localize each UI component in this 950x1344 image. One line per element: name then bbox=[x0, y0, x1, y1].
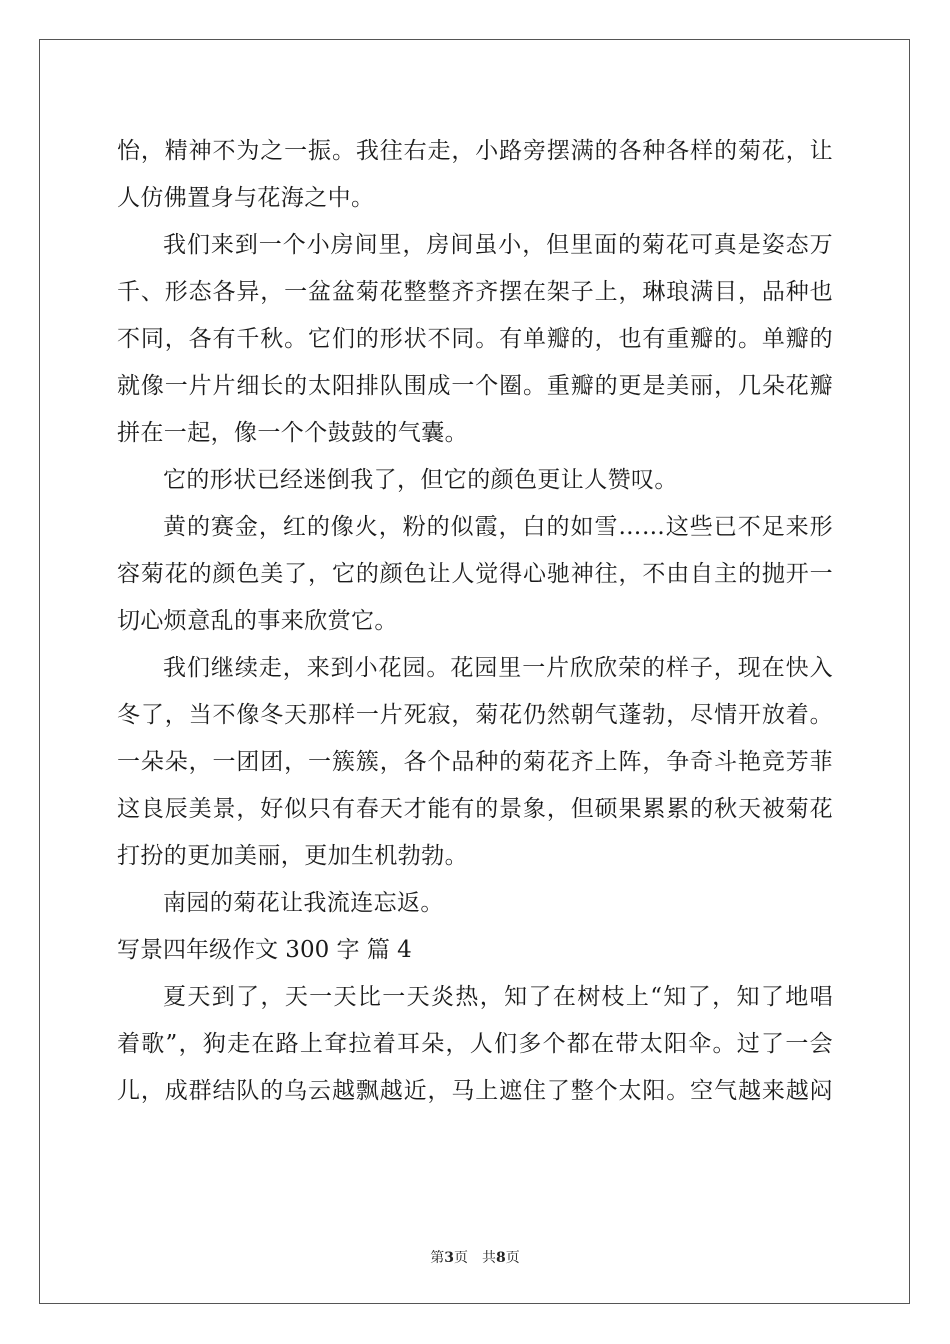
text-line: 拼在一起，像一个个鼓鼓的气囊。 bbox=[117, 420, 468, 446]
page-suffix: 页 bbox=[454, 1250, 468, 1266]
text-line: 我们继续走，来到小花园。花园里一片欣欣荣的样子，现在快入 bbox=[163, 655, 833, 681]
text-line: 一朵朵，一团团，一簇簇，各个品种的菊花齐上阵，争奇斗艳竞芳菲 bbox=[117, 749, 833, 775]
text-line: 就像一片片细长的太阳排队围成一个圈。重瓣的更是美丽，几朵花瓣 bbox=[117, 373, 833, 399]
page-number: 3 bbox=[444, 1250, 454, 1266]
total-pages: 8 bbox=[496, 1250, 506, 1266]
document-body bbox=[117, 128, 833, 1115]
text-line: 儿，成群结队的乌云越飘越近，马上遮住了整个太阳。空气越来越闷 bbox=[117, 1078, 833, 1104]
text-line: 夏天到了，天一天比一天炎热，知了在树枝上“知了，知了地唱 bbox=[163, 984, 833, 1010]
text-line: 切心烦意乱的事来欣赏它。 bbox=[117, 608, 398, 634]
text-line: 不同，各有千秋。它们的形状不同。有单瓣的，也有重瓣的。单瓣的 bbox=[117, 326, 833, 352]
total-suffix: 页 bbox=[505, 1250, 520, 1266]
text-line: 千、形态各异，一盆盆菊花整整齐齐摆在架子上，琳琅满目，品种也 bbox=[117, 279, 833, 305]
text-line: 我们来到一个小房间里，房间虽小，但里面的菊花可真是姿态万 bbox=[163, 232, 833, 258]
page-prefix: 第 bbox=[430, 1250, 445, 1266]
text-line: 打扮的更加美丽，更加生机勃勃。 bbox=[117, 843, 468, 869]
text-line: 人仿佛置身与花海之中。 bbox=[117, 185, 375, 211]
text-line: 这良辰美景，好似只有春天才能有的景象，但硕果累累的秋天被菊花 bbox=[117, 796, 833, 822]
text-line: 黄的赛金，红的像火，粉的似霞，白的如雪……这些已不足来形 bbox=[163, 514, 833, 540]
section-heading: 写景四年级作文 300 字 篇 4 bbox=[117, 937, 412, 963]
text-line: 着歌”，狗走在路上耷拉着耳朵，人们多个都在带太阳伞。过了一会 bbox=[117, 1031, 833, 1057]
total-prefix: 共 bbox=[482, 1250, 496, 1266]
text-line: 它的形状已经迷倒我了，但它的颜色更让人赞叹。 bbox=[163, 467, 678, 493]
page-footer bbox=[0, 1247, 950, 1267]
text-line: 怡，精神不为之一振。我往右走，小路旁摆满的各种各样的菊花，让 bbox=[117, 138, 833, 164]
text-line: 冬了，当不像冬天那样一片死寂，菊花仍然朝气蓬勃，尽情开放着。 bbox=[117, 702, 833, 728]
text-line: 容菊花的颜色美了，它的颜色让人觉得心驰神往，不由自主的抛开一 bbox=[117, 561, 833, 587]
text-line: 南园的菊花让我流连忘返。 bbox=[163, 890, 444, 916]
